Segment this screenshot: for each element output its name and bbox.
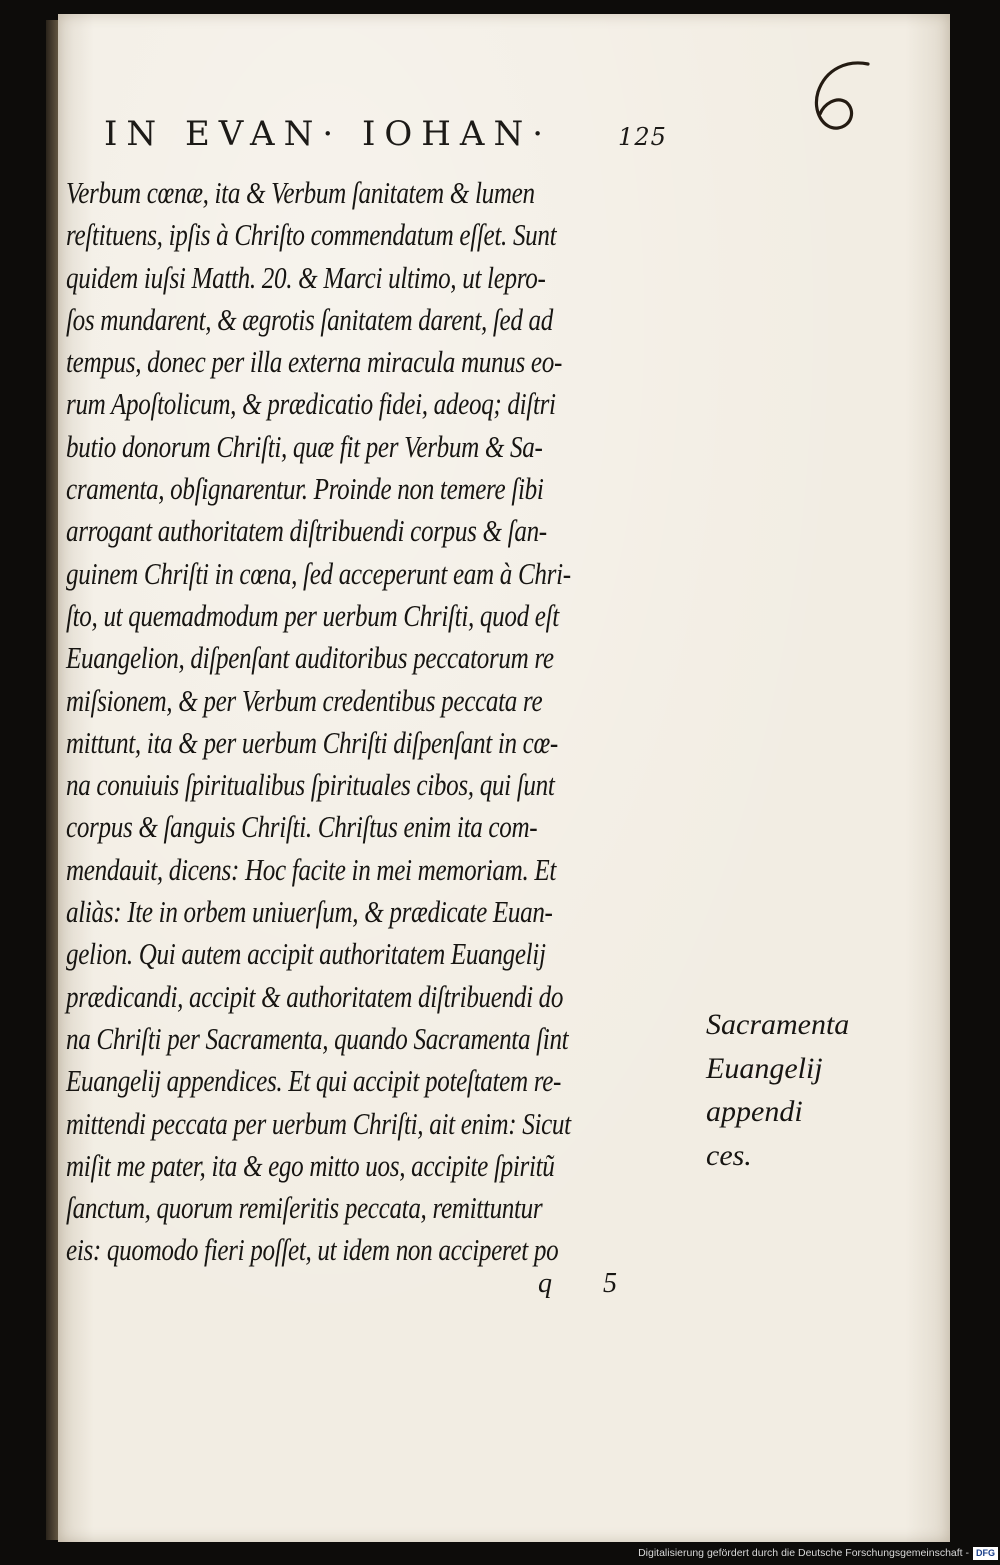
text-line: rum Apoſtolicum, & prædicatio fidei, adeoq; diſtri <box>66 386 556 422</box>
text-line: reſtituens, ipſis à Chriſto commendatum eſſet. Sunt <box>66 217 557 253</box>
text-line: cramenta, obſignarentur. Proinde non temere ſibi <box>66 471 544 507</box>
text-line: guinem Chriſti in cœna, ſed acceperunt eam à Chri- <box>66 555 571 591</box>
text-line: Verbum cœnæ, ita & Verbum ſanitatem & lumen <box>66 175 535 210</box>
text-line: arrogant authoritatem diſtribuendi corpus & ſan- <box>66 513 547 549</box>
text-line: tempus, donec per illa externa miracula munus eo- <box>66 344 562 380</box>
text-line: mittunt, ita & per uerbum Chriſti diſpenſant in cœ- <box>66 724 558 760</box>
credit-text: Digitalisierung gefördert durch die Deutsche Forschungsgemeinschaft - <box>638 1547 969 1559</box>
signature-mark: q 5 <box>538 1268 639 1299</box>
marginal-note-line: appendi <box>706 1095 803 1128</box>
text-line: na Chriſti per Sacramenta, quando Sacramenta ſint <box>66 1020 569 1056</box>
marginal-note-line: Euangelij <box>706 1051 823 1085</box>
running-head-title: IN EVAN· IOHAN· <box>104 114 553 154</box>
text-line: mittendi peccata per uerbum Chriſti, ait enim: Sicut <box>66 1105 571 1141</box>
text-line: mendauit, dicens: Hoc facite in mei memoriam. Et <box>66 851 557 887</box>
text-line: prædicandi, accipit & authoritatem diſtribuendi do <box>66 978 564 1014</box>
folio-number: 125 <box>618 123 667 151</box>
text-line: Euangelion, diſpenſant auditoribus peccatorum re <box>66 640 554 676</box>
handwritten-page-number <box>808 58 880 138</box>
marginal-note-line: Sacramenta <box>706 1008 850 1041</box>
marginal-note <box>706 1003 866 1177</box>
digitization-credit <box>638 1545 998 1561</box>
text-line: na conuiuis ſpiritualibus ſpirituales cibos, qui ſunt <box>66 767 555 803</box>
text-line: ſanctum, quorum remiſeritis peccata, remittuntur <box>66 1190 543 1226</box>
text-line: ſos mundarent, & ægrotis ſanitatem darent, ſed ad <box>66 301 554 337</box>
running-head <box>104 114 667 158</box>
text-line: gelion. Qui autem accipit authoritatem Euangelij <box>66 936 546 972</box>
text-line: quidem iuſsi Matth. 20. & Marci ultimo, ut lepro- <box>66 259 546 295</box>
text-line: Euangelij appendices. Et qui accipit poteſtatem re- <box>66 1063 562 1099</box>
text-line: corpus & ſanguis Chriſti. Chriſtus enim ita com- <box>66 809 538 845</box>
text-line: aliàs: Ite in orbem uniuerſum, & prædicate Euan- <box>66 894 553 930</box>
marginal-note-line: ces. <box>706 1138 752 1172</box>
text-line: miſsionem, & per Verbum credentibus peccata re <box>66 682 543 718</box>
text-line: eis: quomodo fieri poſſet, ut idem non acciperet po <box>66 1232 559 1268</box>
text-line: ſto, ut quemadmodum per uerbum Chriſti, quod eſt <box>66 597 559 633</box>
text-line: miſit me pater, ita & ego mitto uos, accipite ſpiritũ <box>66 1147 555 1183</box>
text-line: butio donorum Chriſti, quæ fit per Verbum & Sa- <box>66 428 543 464</box>
dfg-logo: DFG <box>973 1547 998 1560</box>
